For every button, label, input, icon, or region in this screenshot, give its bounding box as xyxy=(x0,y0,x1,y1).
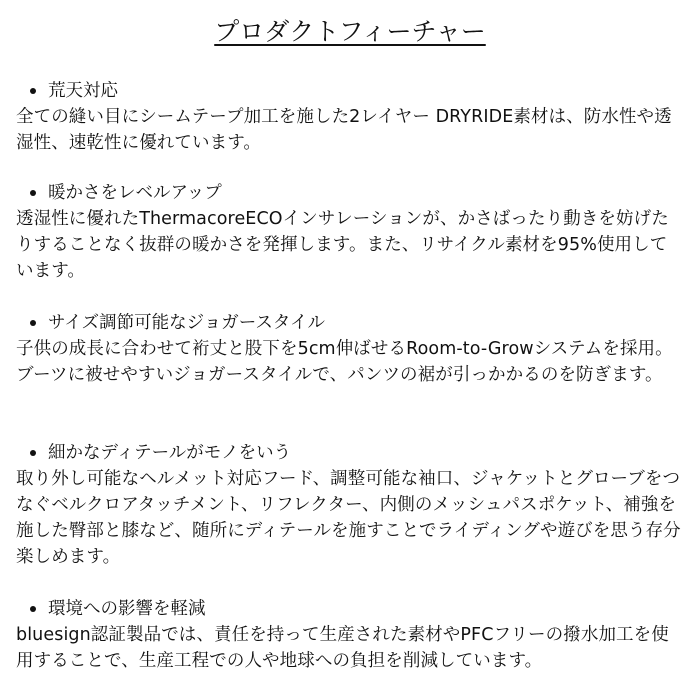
feature-section-warmth xyxy=(16,180,684,284)
feature-heading-text: 暖かさをレベルアップ xyxy=(48,183,222,203)
feature-heading xyxy=(16,78,684,104)
feature-heading-text: 荒天対応 xyxy=(48,81,118,101)
feature-description: 取り外し可能なヘルメット対応フード、調整可能な袖口、ジャケットとグローブをつなぐベルクロアタッチメント、リフレクター、内側のメッシュパスポケット、補強を施した臀部と膝など、随所にディテールを施すことでライディングや遊びを思う存分楽しめます。 xyxy=(16,469,681,567)
bullet-icon xyxy=(30,190,36,196)
feature-section-jogger xyxy=(16,310,684,388)
feature-heading-text: 環境への影響を軽減 xyxy=(48,599,206,619)
page-title-text: プロダクトフィーチャー xyxy=(214,17,486,46)
feature-heading-text: 細かなディテールがモノをいう xyxy=(48,443,292,463)
feature-section-details xyxy=(16,440,684,570)
bullet-icon xyxy=(30,606,36,612)
page-title xyxy=(0,14,700,50)
bullet-icon xyxy=(30,88,36,94)
feature-heading xyxy=(16,440,684,466)
feature-heading xyxy=(16,310,684,336)
feature-heading-text: サイズ調節可能なジョガースタイル xyxy=(48,313,326,333)
bullet-icon xyxy=(30,320,36,326)
feature-section-environment xyxy=(16,596,684,674)
feature-section-weather xyxy=(16,78,684,156)
feature-description: bluesign認証製品では、責任を持って生産された素材やPFCフリーの撥水加工を使用することで、生産工程での人や地球への負担を削減しています。 xyxy=(16,625,669,671)
bullet-icon xyxy=(30,450,36,456)
feature-description: 全ての縫い目にシームテープ加工を施した2レイヤー DRYRIDE素材は、防水性や透湿性、速乾性に優れています。 xyxy=(16,107,672,153)
feature-heading xyxy=(16,180,684,206)
feature-description: 透湿性に優れたThermacoreECOインサレーションが、かさばったり動きを妨げたりすることなく抜群の暖かさを発揮します。また、リサイクル素材を95%使用しています。 xyxy=(16,209,669,281)
feature-description: 子供の成長に合わせて裄丈と股下を5cm伸ばせるRoom-to-Growシステムを採用。ブーツに被せやすいジョガースタイルで、パンツの裾が引っかかるのを防ぎます。 xyxy=(16,339,673,385)
feature-heading xyxy=(16,596,684,622)
